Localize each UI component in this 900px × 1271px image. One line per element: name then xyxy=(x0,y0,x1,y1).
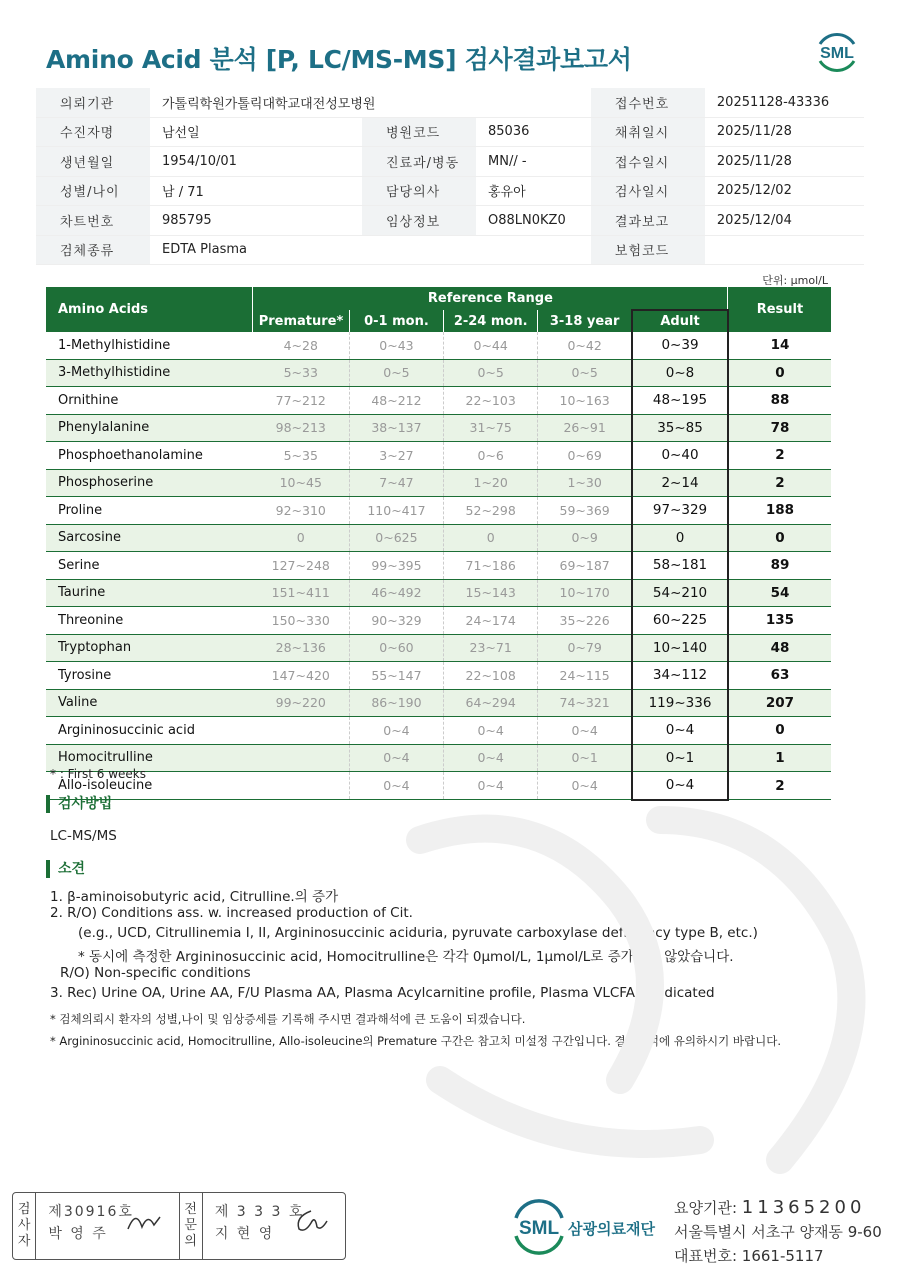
reference-range: 74~321 xyxy=(538,689,632,717)
info-value: 85036 xyxy=(476,117,591,147)
amino-acid-name: Argininosuccinic acid xyxy=(46,717,253,745)
reference-range: 127~248 xyxy=(253,552,349,580)
col-header-amino-acids: Amino Acids xyxy=(46,287,253,332)
info-row xyxy=(36,206,864,236)
adult-range: 48~195 xyxy=(632,387,728,415)
info-label: 검사일시 xyxy=(591,176,705,206)
specialist-cell xyxy=(203,1193,345,1259)
table-row xyxy=(46,579,831,607)
reference-range: 0~4 xyxy=(538,772,632,800)
org-name: 삼광의료재단 xyxy=(568,1220,655,1238)
info-value: 2025/12/02 xyxy=(705,176,864,206)
info-value: 2025/11/28 xyxy=(705,147,864,177)
reference-range xyxy=(253,717,349,745)
reference-range: 5~35 xyxy=(253,442,349,470)
opinion-line: 3. Rec) Urine OA, Urine AA, F/U Plasma AA, Plasma Acylcarnitine profile, Plasma VLCFA if indicated xyxy=(50,985,715,1001)
reference-range: 15~143 xyxy=(444,579,538,607)
footnote: * : First 6 weeks xyxy=(50,767,146,781)
reference-range: 0~5 xyxy=(444,359,538,387)
table-row xyxy=(46,717,831,745)
reference-range: 28~136 xyxy=(253,634,349,662)
adult-range: 0~4 xyxy=(632,717,728,745)
info-label: 진료과/병동 xyxy=(362,147,476,177)
reference-range: 92~310 xyxy=(253,497,349,525)
opinion-line: (e.g., UCD, Citrullinemia I, II, Argininosuccinic aciduria, pyruvate carboxylase deficiency type B, etc.) xyxy=(78,925,758,941)
reference-range: 35~226 xyxy=(538,607,632,635)
reference-range: 0~9 xyxy=(538,524,632,552)
amino-acid-name: Ornithine xyxy=(46,387,253,415)
reference-range: 0~4 xyxy=(444,772,538,800)
info-label: 성별/나이 xyxy=(36,176,150,206)
adult-range: 10~140 xyxy=(632,634,728,662)
result-value: 2 xyxy=(728,469,831,497)
amino-acid-name: Phenylalanine xyxy=(46,414,253,442)
amino-acid-name: Phosphoethanolamine xyxy=(46,442,253,470)
reference-range: 77~212 xyxy=(253,387,349,415)
reference-range: 55~147 xyxy=(349,662,444,690)
reference-range: 69~187 xyxy=(538,552,632,580)
info-value xyxy=(705,235,864,265)
examiner-label: 검 사 자 xyxy=(13,1193,36,1259)
adult-range: 35~85 xyxy=(632,414,728,442)
amino-acid-name: Serine xyxy=(46,552,253,580)
specialist-license: 제 3 3 3 호 xyxy=(214,1204,305,1220)
info-label: 차트번호 xyxy=(36,206,150,236)
reference-range: 0~4 xyxy=(349,744,444,772)
reference-range: 0 xyxy=(444,524,538,552)
table-row xyxy=(46,607,831,635)
reference-range: 0~79 xyxy=(538,634,632,662)
adult-range: 0~1 xyxy=(632,744,728,772)
adult-range: 58~181 xyxy=(632,552,728,580)
reference-range: 24~115 xyxy=(538,662,632,690)
reference-range: 3~27 xyxy=(349,442,444,470)
table-row xyxy=(46,469,831,497)
col-header-adult: Adult xyxy=(632,310,728,332)
address: 서울특별시 서초구 양재동 9-60 xyxy=(674,1223,882,1241)
adult-range: 0~8 xyxy=(632,359,728,387)
result-value: 0 xyxy=(728,524,831,552)
adult-range: 0~4 xyxy=(632,772,728,800)
adult-range: 0 xyxy=(632,524,728,552)
table-row xyxy=(46,634,831,662)
specialist-name: 지 현 영 xyxy=(214,1226,275,1242)
examiner-signature xyxy=(124,1207,164,1235)
amino-acid-name: Threonine xyxy=(46,607,253,635)
specialist-signature xyxy=(291,1207,331,1235)
reference-range: 24~174 xyxy=(444,607,538,635)
reference-range: 0~1 xyxy=(538,744,632,772)
info-value: 985795 xyxy=(150,206,362,236)
reference-range: 0~44 xyxy=(444,332,538,359)
result-value: 207 xyxy=(728,689,831,717)
phone-value: 1661-5117 xyxy=(741,1247,824,1265)
info-value: 2025/11/28 xyxy=(705,117,864,147)
examiner-name: 박 영 주 xyxy=(48,1226,108,1242)
result-value: 14 xyxy=(728,332,831,359)
adult-range: 119~336 xyxy=(632,689,728,717)
adult-range: 0~39 xyxy=(632,332,728,359)
phone-label: 대표번호: xyxy=(674,1247,742,1265)
sml-logo xyxy=(812,30,862,75)
info-value: EDTA Plasma xyxy=(150,235,591,265)
watermark-graphic xyxy=(360,780,900,1200)
reference-range: 22~108 xyxy=(444,662,538,690)
reference-range: 10~163 xyxy=(538,387,632,415)
opinion-line: R/O) Non-specific conditions xyxy=(60,965,251,981)
specialist-label: 전 문 의 xyxy=(180,1193,203,1259)
info-label: 생년월일 xyxy=(36,147,150,177)
reference-range: 86~190 xyxy=(349,689,444,717)
reference-range: 90~329 xyxy=(349,607,444,635)
result-value: 1 xyxy=(728,744,831,772)
reference-range: 5~33 xyxy=(253,359,349,387)
info-label: 담당의사 xyxy=(362,176,476,206)
col-header-reference-range: Reference Range xyxy=(253,287,728,310)
info-label: 접수번호 xyxy=(591,88,705,117)
info-value: O88LN0KZ0 xyxy=(476,206,591,236)
info-label: 임상정보 xyxy=(362,206,476,236)
info-label: 결과보고 xyxy=(591,206,705,236)
opinion-line: 2. R/O) Conditions ass. w. increased production of Cit. xyxy=(50,905,413,921)
reference-range: 22~103 xyxy=(444,387,538,415)
reference-range: 0 xyxy=(253,524,349,552)
svg-text:SML: SML xyxy=(518,1218,560,1239)
amino-acid-name: Taurine xyxy=(46,579,253,607)
reference-range: 7~47 xyxy=(349,469,444,497)
info-value: MN// - xyxy=(476,147,591,177)
table-row xyxy=(46,442,831,470)
reference-range: 0~4 xyxy=(349,717,444,745)
note-line: * 검체의뢰시 환자의 성별,나이 및 임상증세를 기록해 주시면 결과해석에 큰 도움이 되겠습니다. xyxy=(50,1012,526,1026)
amino-acid-name: Proline xyxy=(46,497,253,525)
reference-range: 59~369 xyxy=(538,497,632,525)
amino-acid-name: Homocitrulline xyxy=(46,744,253,772)
table-row xyxy=(46,662,831,690)
method-heading: 검사방법 xyxy=(46,795,112,813)
reference-range: 64~294 xyxy=(444,689,538,717)
reference-range: 147~420 xyxy=(253,662,349,690)
patient-info-table xyxy=(36,88,864,265)
col-header-ref-range: Premature* xyxy=(253,310,349,332)
page-title: Amino Acid 분석 [P, LC/MS-MS] 검사결과보고서 xyxy=(46,45,632,74)
reference-range: 0~4 xyxy=(538,717,632,745)
table-row xyxy=(46,744,831,772)
code-label: 요양기관: xyxy=(674,1199,742,1217)
result-value: 2 xyxy=(728,772,831,800)
info-value: 20251128-43336 xyxy=(705,88,864,117)
result-value: 54 xyxy=(728,579,831,607)
result-value: 0 xyxy=(728,717,831,745)
reference-range: 71~186 xyxy=(444,552,538,580)
result-value: 63 xyxy=(728,662,831,690)
reference-range: 0~625 xyxy=(349,524,444,552)
reference-range xyxy=(253,772,349,800)
reference-range: 99~220 xyxy=(253,689,349,717)
amino-acid-name: Sarcosine xyxy=(46,524,253,552)
info-label: 채취일시 xyxy=(591,117,705,147)
opinion-line: 1. β-aminoisobutyric acid, Citrulline.의 증가 xyxy=(50,889,339,905)
amino-acid-name: 1-Methylhistidine xyxy=(46,332,253,359)
adult-range: 97~329 xyxy=(632,497,728,525)
table-row xyxy=(46,497,831,525)
amino-acid-name: Valine xyxy=(46,689,253,717)
info-value: 남선일 xyxy=(150,117,362,147)
col-header-ref-range: 2-24 mon. xyxy=(444,310,538,332)
info-label: 보험코드 xyxy=(591,235,705,265)
result-value: 78 xyxy=(728,414,831,442)
info-label: 검체종류 xyxy=(36,235,150,265)
reference-range: 0~69 xyxy=(538,442,632,470)
reference-range: 1~30 xyxy=(538,469,632,497)
info-label: 수진자명 xyxy=(36,117,150,147)
info-value: 1954/10/01 xyxy=(150,147,362,177)
table-row xyxy=(46,414,831,442)
info-row xyxy=(36,117,864,147)
reference-range: 26~91 xyxy=(538,414,632,442)
reference-range: 4~28 xyxy=(253,332,349,359)
info-label: 병원코드 xyxy=(362,117,476,147)
adult-range: 2~14 xyxy=(632,469,728,497)
examiner-cell xyxy=(36,1193,179,1259)
reference-range: 0~5 xyxy=(349,359,444,387)
reference-range: 23~71 xyxy=(444,634,538,662)
reference-range: 0~43 xyxy=(349,332,444,359)
reference-range: 0~4 xyxy=(444,717,538,745)
info-row xyxy=(36,235,864,265)
result-value: 48 xyxy=(728,634,831,662)
reference-range: 0~42 xyxy=(538,332,632,359)
info-value: 2025/12/04 xyxy=(705,206,864,236)
info-value: 남 / 71 xyxy=(150,176,362,206)
footer-logo xyxy=(510,1196,670,1256)
sml-logo-text: SML xyxy=(820,45,854,62)
reference-range: 52~298 xyxy=(444,497,538,525)
reference-range: 0~4 xyxy=(349,772,444,800)
reference-range: 10~45 xyxy=(253,469,349,497)
reference-range: 10~170 xyxy=(538,579,632,607)
reference-range: 0~4 xyxy=(444,744,538,772)
result-value: 88 xyxy=(728,387,831,415)
results-table xyxy=(46,287,831,801)
result-value: 135 xyxy=(728,607,831,635)
adult-range: 54~210 xyxy=(632,579,728,607)
reference-range: 110~417 xyxy=(349,497,444,525)
result-value: 89 xyxy=(728,552,831,580)
reference-range: 151~411 xyxy=(253,579,349,607)
table-row xyxy=(46,387,831,415)
reference-range xyxy=(253,744,349,772)
reference-range: 1~20 xyxy=(444,469,538,497)
reference-range: 46~492 xyxy=(349,579,444,607)
result-value: 2 xyxy=(728,442,831,470)
amino-acid-name: 3-Methylhistidine xyxy=(46,359,253,387)
info-row xyxy=(36,147,864,177)
reference-range: 0~5 xyxy=(538,359,632,387)
col-header-ref-range: 3-18 year xyxy=(538,310,632,332)
table-row xyxy=(46,689,831,717)
col-header-ref-range: 0-1 mon. xyxy=(349,310,444,332)
col-header-result: Result xyxy=(728,287,831,332)
info-label: 접수일시 xyxy=(591,147,705,177)
amino-acid-name: Tryptophan xyxy=(46,634,253,662)
code-value: 11365200 xyxy=(741,1197,866,1218)
adult-range: 0~40 xyxy=(632,442,728,470)
info-value: 가톨릭학원가톨릭대학교대전성모병원 xyxy=(150,88,591,117)
opinion-heading: 소견 xyxy=(46,860,85,878)
reference-range: 31~75 xyxy=(444,414,538,442)
amino-acid-name: Allo-isoleucine xyxy=(46,772,253,800)
info-row xyxy=(36,176,864,206)
unit-label: 단위: μmol/L xyxy=(762,274,828,287)
table-row xyxy=(46,332,831,359)
table-row xyxy=(46,524,831,552)
sml-footer-logo-icon xyxy=(510,1196,568,1256)
note-line: * Argininosuccinic acid, Homocitrulline, Allo-isoleucine의 Premature 구간은 참고치 미설정 구간입니다. 결과해석에 유의하시기 바랍니다. xyxy=(50,1034,781,1048)
reference-range: 0~60 xyxy=(349,634,444,662)
adult-range: 60~225 xyxy=(632,607,728,635)
reference-range: 38~137 xyxy=(349,414,444,442)
table-row xyxy=(46,359,831,387)
opinion-line: * 동시에 측정한 Argininosuccinic acid, Homocitrulline은 각각 0μmol/L, 1μmol/L로 증가하지 않았습니다. xyxy=(78,949,734,965)
reference-range: 98~213 xyxy=(253,414,349,442)
reference-range: 48~212 xyxy=(349,387,444,415)
reference-range: 150~330 xyxy=(253,607,349,635)
result-value: 0 xyxy=(728,359,831,387)
info-label: 의뢰기관 xyxy=(36,88,150,117)
reference-range: 0~6 xyxy=(444,442,538,470)
method-text: LC-MS/MS xyxy=(50,828,117,844)
result-value: 188 xyxy=(728,497,831,525)
lab-info xyxy=(674,1196,882,1268)
info-value: 홍유아 xyxy=(476,176,591,206)
amino-acid-name: Phosphoserine xyxy=(46,469,253,497)
adult-range: 34~112 xyxy=(632,662,728,690)
examiner-license: 제30916호 xyxy=(48,1204,134,1220)
signature-box xyxy=(12,1192,346,1260)
reference-range: 99~395 xyxy=(349,552,444,580)
table-row xyxy=(46,552,831,580)
amino-acid-name: Tyrosine xyxy=(46,662,253,690)
info-row xyxy=(36,88,864,117)
